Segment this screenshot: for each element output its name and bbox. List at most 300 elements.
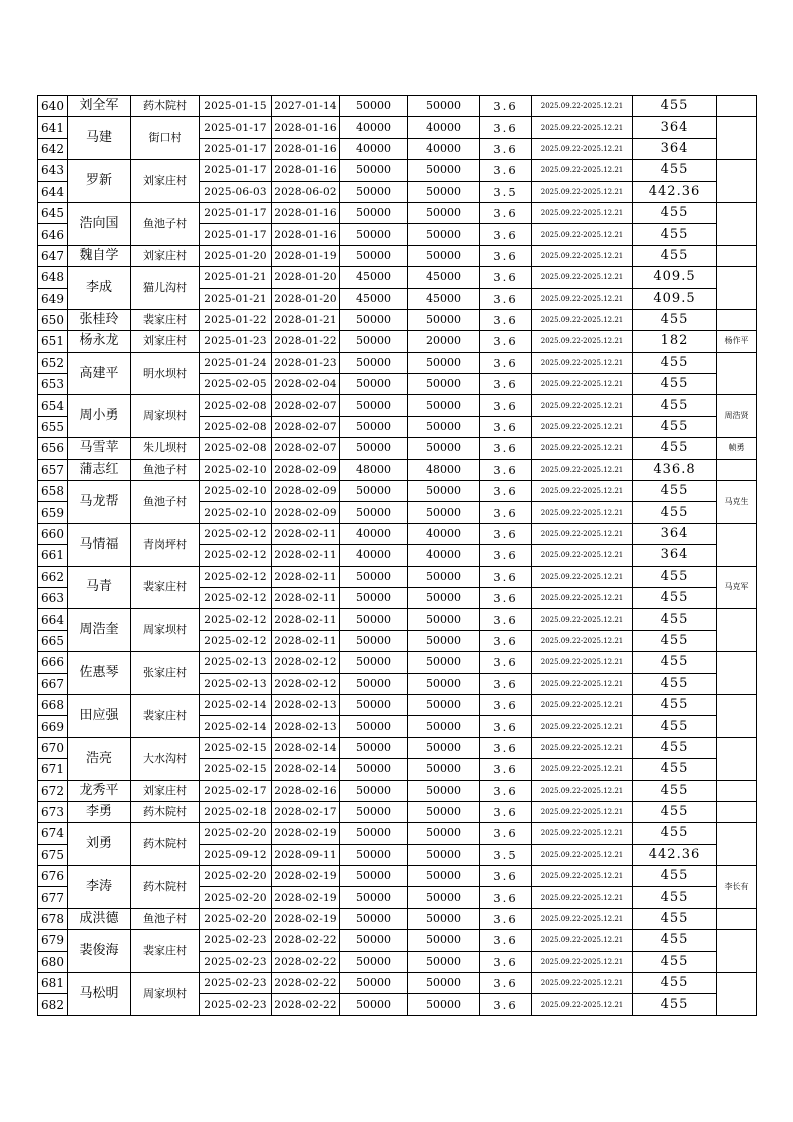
serial-number-cell: 662	[38, 566, 68, 587]
remark-cell: 马克军	[717, 566, 757, 609]
loan-balance-cell: 50000	[408, 951, 480, 972]
loan-balance-cell: 50000	[408, 202, 480, 223]
loan-end-date-cell: 2028-02-16	[272, 780, 340, 801]
loan-amount-cell: 50000	[340, 587, 408, 608]
serial-number-cell: 648	[38, 267, 68, 288]
loan-balance-cell: 40000	[408, 523, 480, 544]
borrower-name-cell: 裴俊海	[68, 930, 131, 973]
loan-balance-cell: 40000	[408, 545, 480, 566]
loan-amount-cell: 50000	[340, 652, 408, 673]
interest-rate-cell: 3.6	[480, 502, 532, 523]
interest-amount-cell: 455	[633, 438, 717, 459]
loan-amount-cell: 50000	[340, 481, 408, 502]
interest-rate-cell: 3.6	[480, 481, 532, 502]
borrower-name-cell: 马情福	[68, 523, 131, 566]
loan-start-date-cell: 2025-02-20	[200, 866, 272, 887]
interest-amount-cell: 455	[633, 823, 717, 844]
village-cell: 街口村	[131, 117, 200, 160]
loan-end-date-cell: 2028-02-11	[272, 609, 340, 630]
village-cell: 猫儿沟村	[131, 267, 200, 310]
interest-period-cell: 2025.09.22-2025.12.21	[532, 245, 633, 266]
loan-amount-cell: 45000	[340, 288, 408, 309]
table-row	[38, 438, 757, 459]
loan-amount-cell: 50000	[340, 416, 408, 437]
loan-balance-cell: 50000	[408, 973, 480, 994]
borrower-name-cell: 周小勇	[68, 395, 131, 438]
interest-rate-cell: 3.6	[480, 523, 532, 544]
interest-amount-cell: 455	[633, 759, 717, 780]
borrower-name-cell: 高建平	[68, 352, 131, 395]
loan-end-date-cell: 2028-02-22	[272, 994, 340, 1015]
loan-end-date-cell: 2028-01-21	[272, 309, 340, 330]
interest-rate-cell: 3.6	[480, 245, 532, 266]
loan-balance-cell: 50000	[408, 630, 480, 651]
table-row	[38, 609, 757, 630]
interest-rate-cell: 3.6	[480, 930, 532, 951]
village-cell: 刘家庄村	[131, 780, 200, 801]
serial-number-cell: 657	[38, 459, 68, 480]
interest-rate-cell: 3.6	[480, 801, 532, 822]
loan-start-date-cell: 2025-01-20	[200, 245, 272, 266]
loan-start-date-cell: 2025-02-12	[200, 609, 272, 630]
table-row	[38, 823, 757, 844]
village-cell: 裴家庄村	[131, 930, 200, 973]
loan-end-date-cell: 2028-02-07	[272, 395, 340, 416]
remark-cell	[717, 801, 757, 822]
loan-amount-cell: 50000	[340, 759, 408, 780]
interest-rate-cell: 3.6	[480, 352, 532, 373]
loan-balance-cell: 50000	[408, 502, 480, 523]
interest-amount-cell: 455	[633, 630, 717, 651]
village-cell: 周家坝村	[131, 973, 200, 1016]
interest-rate-cell: 3.6	[480, 716, 532, 737]
loan-end-date-cell: 2027-01-14	[272, 96, 340, 117]
remark-cell: 帧勇	[717, 438, 757, 459]
interest-amount-cell: 455	[633, 374, 717, 395]
loan-amount-cell: 50000	[340, 374, 408, 395]
loan-start-date-cell: 2025-02-23	[200, 951, 272, 972]
loan-amount-cell: 50000	[340, 566, 408, 587]
interest-period-cell: 2025.09.22-2025.12.21	[532, 267, 633, 288]
loan-end-date-cell: 2028-02-11	[272, 545, 340, 566]
interest-amount-cell: 455	[633, 908, 717, 929]
remark-cell	[717, 609, 757, 652]
loan-amount-cell: 50000	[340, 737, 408, 758]
interest-period-cell: 2025.09.22-2025.12.21	[532, 823, 633, 844]
village-cell: 药木院村	[131, 801, 200, 822]
loan-balance-cell: 20000	[408, 331, 480, 352]
table-row	[38, 930, 757, 951]
interest-amount-cell: 455	[633, 502, 717, 523]
loan-start-date-cell: 2025-01-17	[200, 224, 272, 245]
borrower-name-cell: 蒲志红	[68, 459, 131, 480]
serial-number-cell: 658	[38, 481, 68, 502]
interest-rate-cell: 3.6	[480, 459, 532, 480]
loan-balance-cell: 50000	[408, 930, 480, 951]
loan-balance-cell: 50000	[408, 759, 480, 780]
loan-end-date-cell: 2028-01-20	[272, 267, 340, 288]
borrower-name-cell: 张桂玲	[68, 309, 131, 330]
table-row	[38, 459, 757, 480]
table-row	[38, 737, 757, 758]
loan-start-date-cell: 2025-01-24	[200, 352, 272, 373]
table-row	[38, 973, 757, 994]
serial-number-cell: 640	[38, 96, 68, 117]
interest-amount-cell: 364	[633, 138, 717, 159]
interest-amount-cell: 455	[633, 887, 717, 908]
loan-balance-cell: 50000	[408, 716, 480, 737]
interest-rate-cell: 3.6	[480, 994, 532, 1015]
loan-start-date-cell: 2025-02-08	[200, 395, 272, 416]
interest-period-cell: 2025.09.22-2025.12.21	[532, 224, 633, 245]
loan-amount-cell: 50000	[340, 245, 408, 266]
loan-end-date-cell: 2028-02-11	[272, 630, 340, 651]
table-row	[38, 780, 757, 801]
serial-number-cell: 663	[38, 587, 68, 608]
borrower-name-cell: 马龙帮	[68, 481, 131, 524]
interest-rate-cell: 3.6	[480, 887, 532, 908]
loan-balance-cell: 40000	[408, 117, 480, 138]
loan-balance-cell: 40000	[408, 138, 480, 159]
serial-number-cell: 670	[38, 737, 68, 758]
interest-amount-cell: 455	[633, 801, 717, 822]
interest-period-cell: 2025.09.22-2025.12.21	[532, 459, 633, 480]
loan-end-date-cell: 2028-02-17	[272, 801, 340, 822]
loan-amount-cell: 50000	[340, 331, 408, 352]
loan-start-date-cell: 2025-02-08	[200, 438, 272, 459]
loan-start-date-cell: 2025-01-23	[200, 331, 272, 352]
loan-start-date-cell: 2025-01-15	[200, 96, 272, 117]
loan-balance-cell: 50000	[408, 887, 480, 908]
loan-amount-cell: 50000	[340, 96, 408, 117]
serial-number-cell: 656	[38, 438, 68, 459]
interest-rate-cell: 3.6	[480, 416, 532, 437]
village-cell: 药木院村	[131, 866, 200, 909]
interest-rate-cell: 3.6	[480, 331, 532, 352]
interest-period-cell: 2025.09.22-2025.12.21	[532, 395, 633, 416]
interest-amount-cell: 442.36	[633, 844, 717, 865]
interest-amount-cell: 455	[633, 973, 717, 994]
loan-start-date-cell: 2025-02-23	[200, 994, 272, 1015]
interest-rate-cell: 3.6	[480, 224, 532, 245]
loan-balance-cell: 50000	[408, 587, 480, 608]
village-cell: 刘家庄村	[131, 331, 200, 352]
loan-interest-table	[37, 95, 757, 1016]
loan-amount-cell: 45000	[340, 267, 408, 288]
loan-start-date-cell: 2025-02-15	[200, 737, 272, 758]
loan-balance-cell: 50000	[408, 823, 480, 844]
village-cell: 鱼池子村	[131, 202, 200, 245]
remark-cell	[717, 908, 757, 929]
loan-end-date-cell: 2028-01-16	[272, 160, 340, 181]
interest-amount-cell: 455	[633, 352, 717, 373]
village-cell: 青岗坪村	[131, 523, 200, 566]
loan-end-date-cell: 2028-02-19	[272, 823, 340, 844]
interest-rate-cell: 3.6	[480, 309, 532, 330]
remark-cell	[717, 652, 757, 695]
remark-cell	[717, 202, 757, 245]
loan-balance-cell: 50000	[408, 566, 480, 587]
loan-end-date-cell: 2028-02-12	[272, 673, 340, 694]
loan-amount-cell: 50000	[340, 716, 408, 737]
loan-balance-cell: 50000	[408, 737, 480, 758]
remark-cell	[717, 459, 757, 480]
interest-rate-cell: 3.6	[480, 630, 532, 651]
loan-start-date-cell: 2025-02-13	[200, 652, 272, 673]
loan-start-date-cell: 2025-01-21	[200, 267, 272, 288]
loan-end-date-cell: 2028-02-22	[272, 930, 340, 951]
serial-number-cell: 641	[38, 117, 68, 138]
borrower-name-cell: 魏自学	[68, 245, 131, 266]
loan-amount-cell: 50000	[340, 630, 408, 651]
interest-amount-cell: 455	[633, 609, 717, 630]
loan-end-date-cell: 2028-02-09	[272, 459, 340, 480]
interest-rate-cell: 3.6	[480, 202, 532, 223]
loan-amount-cell: 50000	[340, 181, 408, 202]
loan-amount-cell: 50000	[340, 973, 408, 994]
table-row	[38, 866, 757, 887]
loan-start-date-cell: 2025-02-10	[200, 502, 272, 523]
interest-period-cell: 2025.09.22-2025.12.21	[532, 181, 633, 202]
interest-amount-cell: 455	[633, 994, 717, 1015]
loan-end-date-cell: 2028-01-16	[272, 117, 340, 138]
interest-period-cell: 2025.09.22-2025.12.21	[532, 908, 633, 929]
borrower-name-cell: 浩向国	[68, 202, 131, 245]
loan-end-date-cell: 2028-02-19	[272, 866, 340, 887]
loan-start-date-cell: 2025-02-18	[200, 801, 272, 822]
loan-start-date-cell: 2025-06-03	[200, 181, 272, 202]
interest-amount-cell: 455	[633, 951, 717, 972]
loan-start-date-cell: 2025-01-17	[200, 202, 272, 223]
loan-amount-cell: 50000	[340, 866, 408, 887]
serial-number-cell: 671	[38, 759, 68, 780]
serial-number-cell: 651	[38, 331, 68, 352]
loan-balance-cell: 48000	[408, 459, 480, 480]
interest-amount-cell: 182	[633, 331, 717, 352]
loan-amount-cell: 40000	[340, 523, 408, 544]
interest-amount-cell: 409.5	[633, 267, 717, 288]
loan-end-date-cell: 2028-02-19	[272, 887, 340, 908]
loan-end-date-cell: 2028-01-16	[272, 202, 340, 223]
interest-rate-cell: 3.6	[480, 780, 532, 801]
interest-rate-cell: 3.6	[480, 673, 532, 694]
loan-amount-cell: 50000	[340, 395, 408, 416]
loan-start-date-cell: 2025-02-15	[200, 759, 272, 780]
borrower-name-cell: 杨永龙	[68, 331, 131, 352]
interest-period-cell: 2025.09.22-2025.12.21	[532, 416, 633, 437]
interest-period-cell: 2025.09.22-2025.12.21	[532, 138, 633, 159]
serial-number-cell: 682	[38, 994, 68, 1015]
table-row	[38, 331, 757, 352]
loan-balance-cell: 50000	[408, 395, 480, 416]
serial-number-cell: 667	[38, 673, 68, 694]
loan-balance-cell: 50000	[408, 801, 480, 822]
loan-amount-cell: 50000	[340, 160, 408, 181]
loan-amount-cell: 50000	[340, 673, 408, 694]
interest-amount-cell: 455	[633, 160, 717, 181]
interest-period-cell: 2025.09.22-2025.12.21	[532, 160, 633, 181]
interest-period-cell: 2025.09.22-2025.12.21	[532, 202, 633, 223]
loan-balance-cell: 45000	[408, 267, 480, 288]
interest-rate-cell: 3.6	[480, 438, 532, 459]
table-body	[38, 96, 757, 1016]
interest-rate-cell: 3.6	[480, 566, 532, 587]
remark-cell	[717, 823, 757, 866]
interest-period-cell: 2025.09.22-2025.12.21	[532, 973, 633, 994]
serial-number-cell: 661	[38, 545, 68, 566]
interest-amount-cell: 455	[633, 224, 717, 245]
interest-period-cell: 2025.09.22-2025.12.21	[532, 523, 633, 544]
loan-end-date-cell: 2028-02-13	[272, 716, 340, 737]
table-row	[38, 309, 757, 330]
loan-balance-cell: 50000	[408, 866, 480, 887]
village-cell: 明水坝村	[131, 352, 200, 395]
loan-balance-cell: 50000	[408, 780, 480, 801]
interest-rate-cell: 3.6	[480, 609, 532, 630]
loan-start-date-cell: 2025-02-14	[200, 694, 272, 715]
interest-amount-cell: 455	[633, 737, 717, 758]
interest-rate-cell: 3.6	[480, 951, 532, 972]
loan-start-date-cell: 2025-02-17	[200, 780, 272, 801]
interest-rate-cell: 3.6	[480, 160, 532, 181]
loan-end-date-cell: 2028-02-07	[272, 438, 340, 459]
interest-period-cell: 2025.09.22-2025.12.21	[532, 609, 633, 630]
loan-balance-cell: 50000	[408, 994, 480, 1015]
loan-end-date-cell: 2028-02-14	[272, 737, 340, 758]
loan-start-date-cell: 2025-02-12	[200, 566, 272, 587]
table-row	[38, 160, 757, 181]
village-cell: 鱼池子村	[131, 459, 200, 480]
remark-cell: 李长有	[717, 866, 757, 909]
interest-rate-cell: 3.6	[480, 652, 532, 673]
interest-period-cell: 2025.09.22-2025.12.21	[532, 780, 633, 801]
loan-end-date-cell: 2028-02-09	[272, 481, 340, 502]
table-row	[38, 481, 757, 502]
serial-number-cell: 679	[38, 930, 68, 951]
remark-cell	[717, 309, 757, 330]
loan-start-date-cell: 2025-02-13	[200, 673, 272, 694]
loan-start-date-cell: 2025-02-12	[200, 587, 272, 608]
table-row	[38, 523, 757, 544]
loan-balance-cell: 50000	[408, 694, 480, 715]
interest-amount-cell: 455	[633, 309, 717, 330]
table-row	[38, 566, 757, 587]
serial-number-cell: 678	[38, 908, 68, 929]
loan-end-date-cell: 2028-01-22	[272, 331, 340, 352]
serial-number-cell: 643	[38, 160, 68, 181]
loan-start-date-cell: 2025-02-12	[200, 545, 272, 566]
village-cell: 刘家庄村	[131, 245, 200, 266]
interest-period-cell: 2025.09.22-2025.12.21	[532, 737, 633, 758]
interest-amount-cell: 455	[633, 866, 717, 887]
interest-amount-cell: 455	[633, 652, 717, 673]
serial-number-cell: 669	[38, 716, 68, 737]
loan-amount-cell: 50000	[340, 609, 408, 630]
loan-start-date-cell: 2025-01-21	[200, 288, 272, 309]
interest-amount-cell: 455	[633, 673, 717, 694]
interest-rate-cell: 3.6	[480, 96, 532, 117]
serial-number-cell: 666	[38, 652, 68, 673]
interest-rate-cell: 3.6	[480, 138, 532, 159]
loan-start-date-cell: 2025-01-17	[200, 160, 272, 181]
loan-balance-cell: 50000	[408, 160, 480, 181]
interest-rate-cell: 3.6	[480, 545, 532, 566]
interest-period-cell: 2025.09.22-2025.12.21	[532, 801, 633, 822]
interest-period-cell: 2025.09.22-2025.12.21	[532, 117, 633, 138]
loan-amount-cell: 50000	[340, 994, 408, 1015]
remark-cell	[717, 245, 757, 266]
interest-rate-cell: 3.6	[480, 908, 532, 929]
loan-end-date-cell: 2028-02-12	[272, 652, 340, 673]
borrower-name-cell: 李勇	[68, 801, 131, 822]
loan-end-date-cell: 2028-06-02	[272, 181, 340, 202]
remark-cell	[717, 96, 757, 117]
loan-start-date-cell: 2025-09-12	[200, 844, 272, 865]
serial-number-cell: 673	[38, 801, 68, 822]
loan-balance-cell: 50000	[408, 181, 480, 202]
interest-period-cell: 2025.09.22-2025.12.21	[532, 930, 633, 951]
table-row	[38, 908, 757, 929]
loan-start-date-cell: 2025-02-05	[200, 374, 272, 395]
remark-cell: 杨作平	[717, 331, 757, 352]
interest-amount-cell: 364	[633, 523, 717, 544]
village-cell: 裴家庄村	[131, 309, 200, 330]
loan-balance-cell: 50000	[408, 309, 480, 330]
loan-amount-cell: 50000	[340, 694, 408, 715]
interest-period-cell: 2025.09.22-2025.12.21	[532, 481, 633, 502]
interest-period-cell: 2025.09.22-2025.12.21	[532, 951, 633, 972]
interest-rate-cell: 3.6	[480, 587, 532, 608]
interest-amount-cell: 455	[633, 780, 717, 801]
serial-number-cell: 676	[38, 866, 68, 887]
loan-end-date-cell: 2028-02-11	[272, 587, 340, 608]
serial-number-cell: 680	[38, 951, 68, 972]
borrower-name-cell: 马雪苹	[68, 438, 131, 459]
loan-balance-cell: 50000	[408, 481, 480, 502]
remark-cell	[717, 973, 757, 1016]
loan-balance-cell: 45000	[408, 288, 480, 309]
village-cell: 药木院村	[131, 96, 200, 117]
interest-amount-cell: 455	[633, 716, 717, 737]
borrower-name-cell: 田应强	[68, 694, 131, 737]
loan-amount-cell: 50000	[340, 438, 408, 459]
village-cell: 裴家庄村	[131, 566, 200, 609]
table-row	[38, 395, 757, 416]
serial-number-cell: 654	[38, 395, 68, 416]
loan-start-date-cell: 2025-02-20	[200, 823, 272, 844]
loan-start-date-cell: 2025-02-10	[200, 459, 272, 480]
remark-cell	[717, 160, 757, 203]
village-cell: 药木院村	[131, 823, 200, 866]
loan-amount-cell: 50000	[340, 502, 408, 523]
remark-cell	[717, 737, 757, 780]
loan-amount-cell: 50000	[340, 801, 408, 822]
serial-number-cell: 655	[38, 416, 68, 437]
table-row	[38, 202, 757, 223]
loan-start-date-cell: 2025-02-12	[200, 523, 272, 544]
borrower-name-cell: 李涛	[68, 866, 131, 909]
table-row	[38, 117, 757, 138]
interest-period-cell: 2025.09.22-2025.12.21	[532, 652, 633, 673]
borrower-name-cell: 马松明	[68, 973, 131, 1016]
interest-rate-cell: 3.5	[480, 844, 532, 865]
borrower-name-cell: 马青	[68, 566, 131, 609]
loan-start-date-cell: 2025-02-20	[200, 908, 272, 929]
borrower-name-cell: 龙秀平	[68, 780, 131, 801]
interest-rate-cell: 3.6	[480, 117, 532, 138]
borrower-name-cell: 浩亮	[68, 737, 131, 780]
borrower-name-cell: 周浩奎	[68, 609, 131, 652]
